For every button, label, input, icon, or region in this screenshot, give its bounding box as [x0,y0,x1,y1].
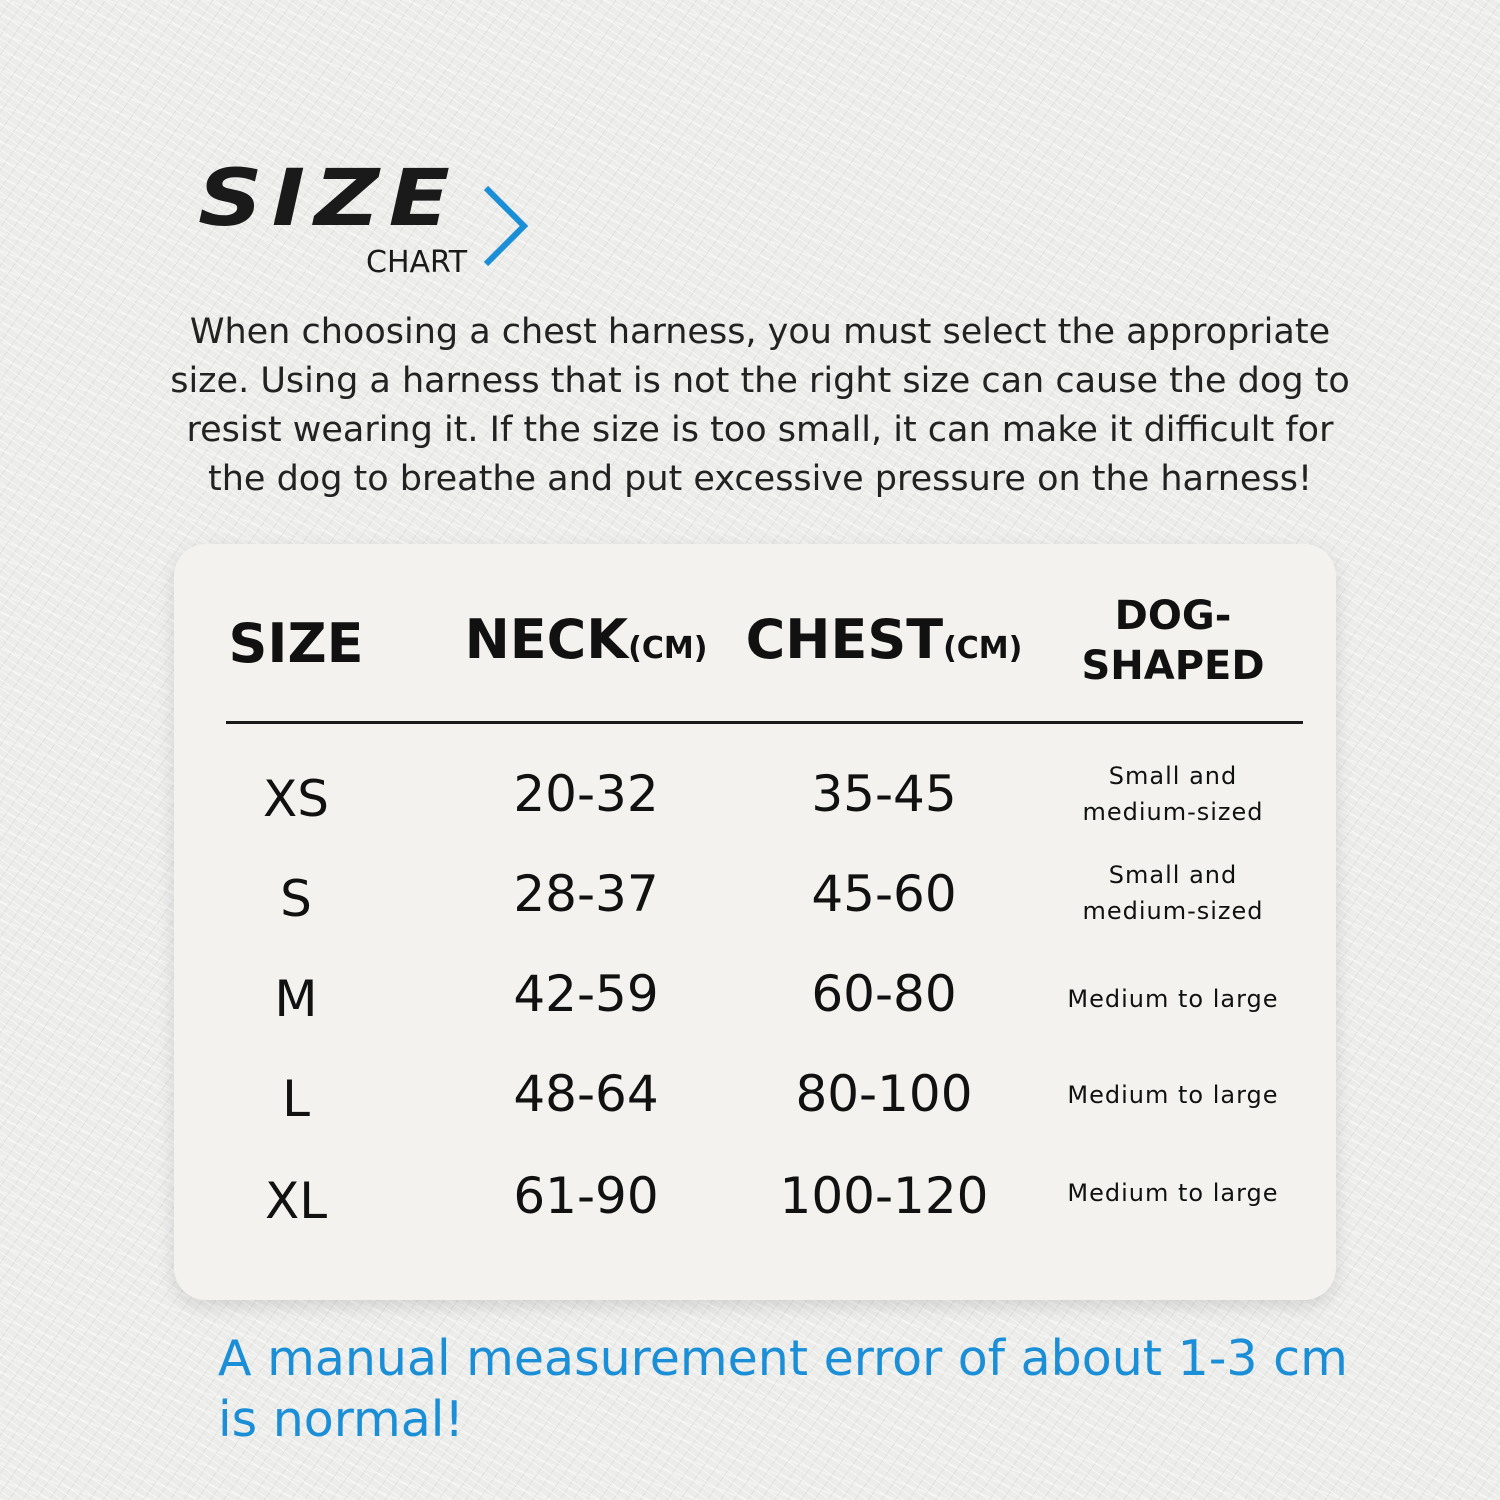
row-xs-dog-line1: Small and [1108,762,1238,790]
row-l-neck: 48-64 [513,1065,659,1123]
row-m-dog-line1: Medium to large [1067,985,1279,1013]
header-chest-label: CHEST [745,608,944,671]
header-size-label: SIZE [228,612,364,675]
row-m-neck: 42-59 [513,965,659,1023]
row-xs-dog-line2: medium-sized [1082,798,1264,826]
header-neck-label: NECK [464,608,629,671]
row-s-dog-line2: medium-sized [1082,897,1264,925]
row-m-chest: 60-80 [811,965,957,1023]
row-xl-neck: 61-90 [513,1167,659,1225]
row-l-dog-line1: Medium to large [1067,1081,1279,1109]
row-l-chest: 80-100 [795,1065,973,1123]
row-s-size: S [280,870,312,928]
row-s-dog-shaped [1048,857,1298,929]
header-chest-unit: (CM) [943,631,1023,666]
header-size [196,614,396,674]
row-xs-dog-shaped [1048,758,1298,830]
row-xl-chest: 100-120 [779,1167,989,1225]
header-dog-shaped-line1: DOG- [1114,593,1232,639]
row-xl-size: XL [264,1172,328,1230]
intro-paragraph: When choosing a chest harness, you must select the appropriate size. Using a harness that is not the right size can cause the dog to resist wearing it. If the size is too small, it can make it difficult for the dog to breathe and put excessive pressure on the harness! [170,312,1350,499]
row-xl-dog-shaped [1048,1175,1298,1211]
header-neck [436,610,736,679]
header-neck-unit: (CM) [628,631,708,666]
header-divider [226,721,1303,724]
row-m-size: M [274,970,318,1028]
header-chest [734,610,1034,679]
title-size: SIZE [198,154,460,244]
chevron-right-icon [482,184,532,268]
row-xl-dog-line1: Medium to large [1067,1179,1279,1207]
header-dog-shaped-line2: SHAPED [1081,643,1265,689]
row-s-neck: 28-37 [513,865,659,923]
title-chart: CHART [366,245,468,280]
footer-line1: A manual measurement error of about 1-3 cm [218,1330,1348,1387]
row-m-dog-shaped [1048,981,1298,1017]
row-xs-neck: 20-32 [513,765,659,823]
row-s-chest: 45-60 [811,865,957,923]
measurement-error-note [218,1328,1398,1450]
row-s-dog-line1: Small and [1108,861,1238,889]
row-xs-chest: 35-45 [811,765,957,823]
row-l-dog-shaped [1048,1077,1298,1113]
header-dog-shaped [1048,591,1298,691]
size-table [174,544,1336,1300]
row-l-size: L [282,1070,310,1128]
footer-line2: is normal! [218,1391,465,1448]
row-xs-size: XS [263,770,329,828]
size-chart-title [198,154,538,285]
